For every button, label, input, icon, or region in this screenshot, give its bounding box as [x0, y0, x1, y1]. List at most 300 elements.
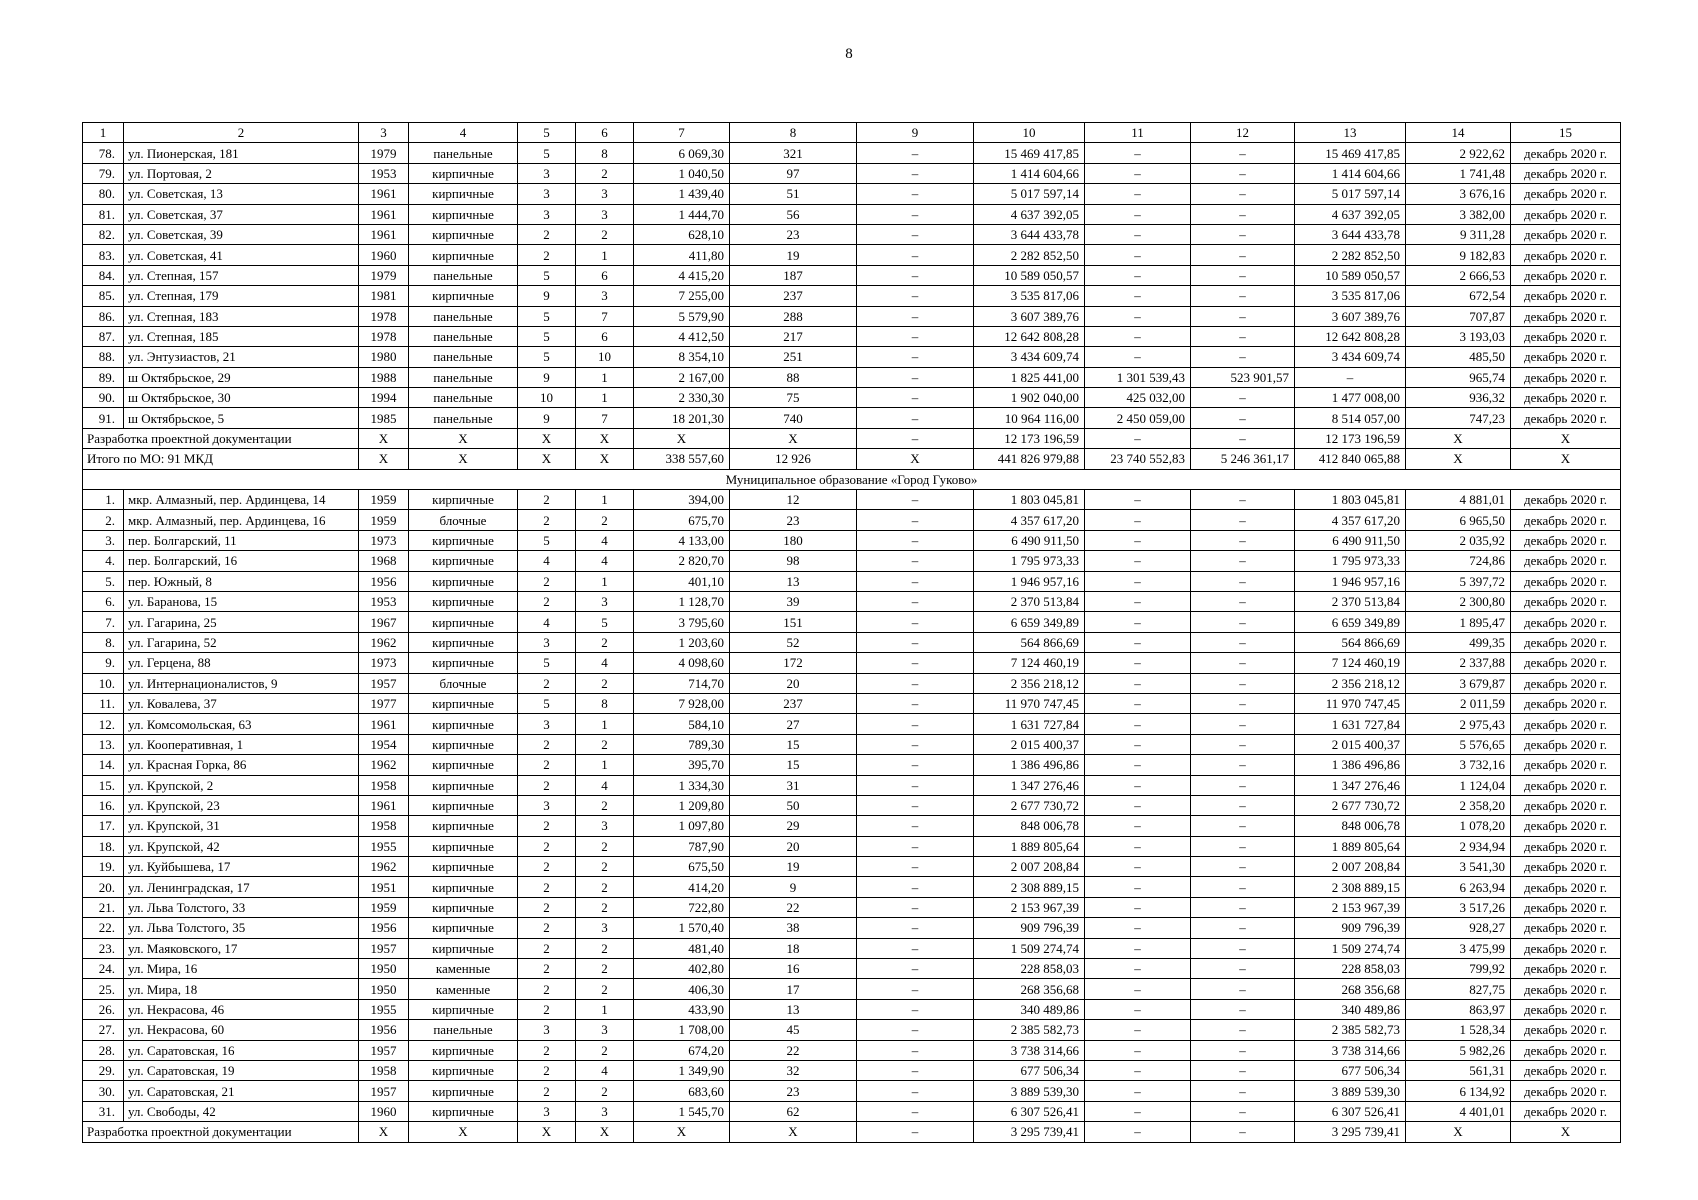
column-number-cell: 2 [124, 123, 359, 143]
table-cell: 15 [730, 734, 857, 754]
table-cell: декабрь 2020 г. [1511, 999, 1621, 1019]
table-row [83, 816, 1621, 836]
table-cell: 52 [730, 632, 857, 652]
table-cell: 1 124,04 [1406, 775, 1511, 795]
summary-cell: – [1085, 1122, 1191, 1142]
table-cell: 2 [518, 673, 576, 693]
column-number-cell: 6 [576, 123, 634, 143]
table-cell: 39 [730, 591, 857, 611]
table-cell: – [857, 1081, 974, 1101]
table-cell: 675,50 [634, 857, 730, 877]
table-cell: 3 [576, 816, 634, 836]
table-cell: 1 889 805,64 [974, 836, 1085, 856]
table-cell: 5 [518, 347, 576, 367]
table-cell: 1979 [359, 265, 409, 285]
address-cell: ул. Некрасова, 60 [124, 1020, 359, 1040]
table-cell: – [1191, 999, 1295, 1019]
table-cell: 5 [518, 143, 576, 163]
summary-cell: X [409, 1122, 518, 1142]
table-cell: 1959 [359, 490, 409, 510]
table-cell: 1961 [359, 224, 409, 244]
table-row [83, 857, 1621, 877]
table-row [83, 714, 1621, 734]
table-cell: 2 [576, 857, 634, 877]
table-cell: 1 631 727,84 [974, 714, 1085, 734]
table-cell: 1 347 276,46 [1295, 775, 1406, 795]
table-cell: 4 [576, 653, 634, 673]
table-cell: 1958 [359, 775, 409, 795]
table-cell: 3 [518, 163, 576, 183]
table-row [83, 877, 1621, 897]
table-cell: – [1191, 775, 1295, 795]
table-cell: – [857, 877, 974, 897]
table-cell: 722,80 [634, 897, 730, 917]
table-cell: 11 970 747,45 [1295, 693, 1406, 713]
table-cell: 6 [576, 265, 634, 285]
table-cell: 5 [518, 693, 576, 713]
table-cell: 2 007 208,84 [974, 857, 1085, 877]
address-cell: пер. Болгарский, 11 [124, 530, 359, 550]
table-cell: 15 469 417,85 [974, 143, 1085, 163]
table-cell: 1 889 805,64 [1295, 836, 1406, 856]
table-cell: 523 901,57 [1191, 367, 1295, 387]
table-cell: 1959 [359, 897, 409, 917]
table-cell: 1954 [359, 734, 409, 754]
summary-cell: – [1191, 428, 1295, 448]
table-cell: 2 358,20 [1406, 795, 1511, 815]
table-body [83, 143, 1621, 1142]
address-cell: ул. Крупской, 42 [124, 836, 359, 856]
table-cell: декабрь 2020 г. [1511, 693, 1621, 713]
table-cell: 863,97 [1406, 999, 1511, 1019]
table-cell: 1 [576, 571, 634, 591]
table-cell: 13 [730, 571, 857, 591]
table-cell: 2 820,70 [634, 551, 730, 571]
table-cell: – [857, 999, 974, 1019]
table-cell: 3 535 817,06 [1295, 286, 1406, 306]
table-cell: 1 708,00 [634, 1020, 730, 1040]
table-cell: 1 128,70 [634, 591, 730, 611]
summary-cell: X [1511, 449, 1621, 469]
table-cell: 406,30 [634, 979, 730, 999]
address-cell: ул. Гагарина, 52 [124, 632, 359, 652]
address-cell: ул. Ленинградская, 17 [124, 877, 359, 897]
table-cell: 18 [730, 938, 857, 958]
table-cell: – [1085, 897, 1191, 917]
table-cell: декабрь 2020 г. [1511, 755, 1621, 775]
table-cell: – [857, 245, 974, 265]
table-cell: 50 [730, 795, 857, 815]
table-cell: декабрь 2020 г. [1511, 245, 1621, 265]
summary-cell: X [576, 449, 634, 469]
table-cell: 2 934,94 [1406, 836, 1511, 856]
table-cell: кирпичные [409, 816, 518, 836]
table-cell: 2 [518, 571, 576, 591]
table-row [83, 326, 1621, 346]
table-cell: 29 [730, 816, 857, 836]
table-cell: кирпичные [409, 938, 518, 958]
table-cell: 3 434 609,74 [974, 347, 1085, 367]
table-cell: 12 642 808,28 [1295, 326, 1406, 346]
table-cell: 237 [730, 286, 857, 306]
table-cell: 1 097,80 [634, 816, 730, 836]
section-title: Муниципальное образование «Город Гуково» [83, 469, 1621, 489]
table-cell: декабрь 2020 г. [1511, 734, 1621, 754]
table-cell: 3 [576, 204, 634, 224]
table-cell: 51 [730, 184, 857, 204]
page-number: 8 [845, 46, 853, 62]
table-cell: 1 509 274,74 [1295, 938, 1406, 958]
table-cell: 674,20 [634, 1040, 730, 1060]
row-number: 24. [83, 959, 124, 979]
table-cell: 10 [518, 388, 576, 408]
summary-cell: X [576, 428, 634, 448]
table-cell: – [1191, 306, 1295, 326]
table-row [83, 1081, 1621, 1101]
table-cell: декабрь 2020 г. [1511, 1060, 1621, 1080]
table-cell: – [1191, 1101, 1295, 1121]
table-cell: 7 255,00 [634, 286, 730, 306]
table-cell: 172 [730, 653, 857, 673]
table-cell: 5 017 597,14 [974, 184, 1085, 204]
table-cell: декабрь 2020 г. [1511, 571, 1621, 591]
table-cell: 3 [518, 714, 576, 734]
table-cell: декабрь 2020 г. [1511, 1101, 1621, 1121]
table-cell: 5 017 597,14 [1295, 184, 1406, 204]
row-number: 25. [83, 979, 124, 999]
table-cell: – [1085, 510, 1191, 530]
table-cell: 401,10 [634, 571, 730, 591]
table-cell: 740 [730, 408, 857, 428]
address-cell: ул. Саратовская, 16 [124, 1040, 359, 1060]
table-row [83, 673, 1621, 693]
table-cell: 4 357 617,20 [974, 510, 1085, 530]
row-number: 87. [83, 326, 124, 346]
table-cell: 1981 [359, 286, 409, 306]
table-cell: – [1085, 632, 1191, 652]
table-cell: – [1085, 326, 1191, 346]
table-cell: 4 133,00 [634, 530, 730, 550]
row-number: 28. [83, 1040, 124, 1060]
row-number: 89. [83, 367, 124, 387]
summary-cell: 338 557,60 [634, 449, 730, 469]
table-cell: 2 [518, 591, 576, 611]
address-cell: ул. Советская, 13 [124, 184, 359, 204]
table-cell: – [857, 510, 974, 530]
table-cell: декабрь 2020 г. [1511, 204, 1621, 224]
table-cell: декабрь 2020 г. [1511, 591, 1621, 611]
table-cell: 1 444,70 [634, 204, 730, 224]
table-cell: – [857, 326, 974, 346]
address-cell: ул. Баранова, 15 [124, 591, 359, 611]
table-cell: 2 [518, 959, 576, 979]
table-cell: – [1085, 653, 1191, 673]
table-cell: 3 644 433,78 [974, 224, 1085, 244]
row-number: 22. [83, 918, 124, 938]
table-cell: декабрь 2020 г. [1511, 673, 1621, 693]
row-number: 13. [83, 734, 124, 754]
table-cell: 5 982,26 [1406, 1040, 1511, 1060]
table-cell: – [1191, 918, 1295, 938]
table-cell: 8 354,10 [634, 347, 730, 367]
table-cell: 3 [518, 632, 576, 652]
row-number: 90. [83, 388, 124, 408]
table-cell: 6 490 911,50 [1295, 530, 1406, 550]
table-cell: 1973 [359, 653, 409, 673]
table-cell: – [1085, 163, 1191, 183]
table-cell: кирпичные [409, 693, 518, 713]
table-cell: 1 545,70 [634, 1101, 730, 1121]
table-cell: – [1191, 245, 1295, 265]
table-cell: – [857, 388, 974, 408]
table-cell: – [857, 530, 974, 550]
row-number: 10. [83, 673, 124, 693]
address-cell: ул. Гагарина, 25 [124, 612, 359, 632]
table-cell: декабрь 2020 г. [1511, 1081, 1621, 1101]
table-cell: 3 889 539,30 [1295, 1081, 1406, 1101]
row-number: 79. [83, 163, 124, 183]
table-cell: декабрь 2020 г. [1511, 388, 1621, 408]
table-cell: 1978 [359, 306, 409, 326]
table-row [83, 775, 1621, 795]
table-cell: 31 [730, 775, 857, 795]
table-row [83, 693, 1621, 713]
table-cell: – [1191, 143, 1295, 163]
table-cell: каменные [409, 979, 518, 999]
table-cell: декабрь 2020 г. [1511, 959, 1621, 979]
table-cell: 1962 [359, 755, 409, 775]
table-cell: 1 795 973,33 [1295, 551, 1406, 571]
table-cell: 1953 [359, 163, 409, 183]
table-cell: 1953 [359, 591, 409, 611]
table-cell: – [1191, 938, 1295, 958]
table-cell: 2 [518, 816, 576, 836]
table-cell: 9 [518, 408, 576, 428]
table-cell: 1958 [359, 1060, 409, 1080]
table-cell: 1 386 496,86 [1295, 755, 1406, 775]
table-cell: – [1085, 1101, 1191, 1121]
table-cell: кирпичные [409, 877, 518, 897]
table-cell: 1 334,30 [634, 775, 730, 795]
table-cell: 1960 [359, 1101, 409, 1121]
row-number: 27. [83, 1020, 124, 1040]
table-cell: декабрь 2020 г. [1511, 510, 1621, 530]
table-cell: 5 579,90 [634, 306, 730, 326]
table-cell: 2 [576, 897, 634, 917]
table-row [83, 286, 1621, 306]
table-cell: 1 895,47 [1406, 612, 1511, 632]
table-cell: 485,50 [1406, 347, 1511, 367]
table-row [83, 755, 1621, 775]
table-cell: 7 124 460,19 [1295, 653, 1406, 673]
address-cell: ул. Комсомольская, 63 [124, 714, 359, 734]
table-cell: 1 209,80 [634, 795, 730, 815]
table-cell: декабрь 2020 г. [1511, 979, 1621, 999]
address-cell: ул. Энтузиастов, 21 [124, 347, 359, 367]
address-cell: ул. Степная, 157 [124, 265, 359, 285]
table-row [83, 653, 1621, 673]
table-cell: 2 [576, 510, 634, 530]
row-number: 85. [83, 286, 124, 306]
table-cell: 12 [730, 490, 857, 510]
column-number-cell: 3 [359, 123, 409, 143]
table-cell: 936,32 [1406, 388, 1511, 408]
row-number: 5. [83, 571, 124, 591]
summary-cell: 12 926 [730, 449, 857, 469]
table-row [83, 184, 1621, 204]
table-cell: 1 741,48 [1406, 163, 1511, 183]
row-number: 11. [83, 693, 124, 713]
address-cell: ул. Маяковского, 17 [124, 938, 359, 958]
table-cell: – [1191, 734, 1295, 754]
table-cell: декабрь 2020 г. [1511, 163, 1621, 183]
address-cell: пер. Южный, 8 [124, 571, 359, 591]
table-cell: 2 370 513,84 [1295, 591, 1406, 611]
table-cell: 228 858,03 [1295, 959, 1406, 979]
table-cell: 1 349,90 [634, 1060, 730, 1080]
table-cell: декабрь 2020 г. [1511, 326, 1621, 346]
table-cell: декабрь 2020 г. [1511, 530, 1621, 550]
table-cell: 1980 [359, 347, 409, 367]
address-cell: ул. Красная Горка, 86 [124, 755, 359, 775]
table-cell: 2 015 400,37 [974, 734, 1085, 754]
table-row [83, 612, 1621, 632]
address-cell: пер. Болгарский, 16 [124, 551, 359, 571]
table-cell: – [857, 143, 974, 163]
table-cell: 4 [576, 551, 634, 571]
table-cell: 3 [518, 1101, 576, 1121]
table-cell: – [1085, 490, 1191, 510]
row-number: 80. [83, 184, 124, 204]
summary-cell: 412 840 065,88 [1295, 449, 1406, 469]
table-cell: 2 922,62 [1406, 143, 1511, 163]
table-row [83, 306, 1621, 326]
table-cell: 3 [576, 918, 634, 938]
address-cell: ул. Крупской, 23 [124, 795, 359, 815]
table-cell: 23 [730, 1081, 857, 1101]
address-cell: ул. Саратовская, 19 [124, 1060, 359, 1080]
table-cell: – [857, 632, 974, 652]
summary-cell: – [1085, 428, 1191, 448]
table-cell: 6 307 526,41 [1295, 1101, 1406, 1121]
table-cell: 1 570,40 [634, 918, 730, 938]
table-cell: 3 [518, 204, 576, 224]
table-cell: 2 [518, 755, 576, 775]
table-row [83, 918, 1621, 938]
table-cell: 23 [730, 510, 857, 530]
table-cell: декабрь 2020 г. [1511, 795, 1621, 815]
table-cell: 683,60 [634, 1081, 730, 1101]
summary-cell: X [576, 1122, 634, 1142]
table-cell: 1961 [359, 714, 409, 734]
table-cell: 2 385 582,73 [1295, 1020, 1406, 1040]
table-cell: 394,00 [634, 490, 730, 510]
table-cell: декабрь 2020 г. [1511, 877, 1621, 897]
summary-label: Итого по МО: 91 МКД [83, 449, 359, 469]
table-cell: 1956 [359, 918, 409, 938]
table-cell: 187 [730, 265, 857, 285]
table-cell: 2 [576, 795, 634, 815]
table-cell: 13 [730, 999, 857, 1019]
table-cell: 5 [576, 612, 634, 632]
table-cell: декабрь 2020 г. [1511, 306, 1621, 326]
table-cell: – [1191, 286, 1295, 306]
table-cell: 1957 [359, 938, 409, 958]
table-cell: 9 [730, 877, 857, 897]
address-cell: ш Октябрьское, 29 [124, 367, 359, 387]
table-cell: 4 [576, 775, 634, 795]
table-cell: декабрь 2020 г. [1511, 857, 1621, 877]
table-cell: – [857, 306, 974, 326]
table-cell: 3 [576, 1101, 634, 1121]
table-cell: 1 [576, 714, 634, 734]
table-row [83, 836, 1621, 856]
table-cell: 928,27 [1406, 918, 1511, 938]
table-cell: 19 [730, 857, 857, 877]
table-cell: 2 677 730,72 [974, 795, 1085, 815]
row-number: 83. [83, 245, 124, 265]
table-cell: – [857, 367, 974, 387]
table-cell: кирпичные [409, 204, 518, 224]
table-cell: – [857, 1040, 974, 1060]
table-cell: – [857, 653, 974, 673]
address-cell: ул. Советская, 41 [124, 245, 359, 265]
table-cell: 3 535 817,06 [974, 286, 1085, 306]
table-cell: 799,92 [1406, 959, 1511, 979]
table-cell: 23 [730, 224, 857, 244]
table-cell: 1985 [359, 408, 409, 428]
table-cell: 2 [518, 979, 576, 999]
table-cell: 5 [518, 326, 576, 346]
table-cell: 3 607 389,76 [1295, 306, 1406, 326]
row-number: 14. [83, 755, 124, 775]
table-cell: – [1191, 224, 1295, 244]
table-cell: кирпичные [409, 775, 518, 795]
table-cell: 628,10 [634, 224, 730, 244]
table-cell: 2 337,88 [1406, 653, 1511, 673]
table-cell: – [857, 959, 974, 979]
table-cell: декабрь 2020 г. [1511, 897, 1621, 917]
table-cell: 2 [576, 979, 634, 999]
table-cell: 1 825 441,00 [974, 367, 1085, 387]
table-row [83, 530, 1621, 550]
column-number-cell: 13 [1295, 123, 1406, 143]
table-cell: – [1085, 755, 1191, 775]
table-cell: 787,90 [634, 836, 730, 856]
table-cell: кирпичные [409, 490, 518, 510]
table-cell: 3 382,00 [1406, 204, 1511, 224]
table-cell: 2 [518, 224, 576, 244]
table-cell: 2 [518, 1081, 576, 1101]
table-cell: 180 [730, 530, 857, 550]
address-cell: ш Октябрьское, 30 [124, 388, 359, 408]
table-cell: 747,23 [1406, 408, 1511, 428]
table-cell: – [857, 836, 974, 856]
table-cell: – [1191, 612, 1295, 632]
table-cell: 2 [518, 1040, 576, 1060]
table-cell: – [1085, 734, 1191, 754]
table-cell: 1 040,50 [634, 163, 730, 183]
table-cell: 1 803 045,81 [974, 490, 1085, 510]
table-cell: 5 576,65 [1406, 734, 1511, 754]
table-cell: – [1085, 245, 1191, 265]
summary-cell: X [518, 449, 576, 469]
table-cell: 9 182,83 [1406, 245, 1511, 265]
table-cell: – [1191, 204, 1295, 224]
table-cell: кирпичные [409, 530, 518, 550]
table-cell: панельные [409, 367, 518, 387]
column-number-cell: 15 [1511, 123, 1621, 143]
